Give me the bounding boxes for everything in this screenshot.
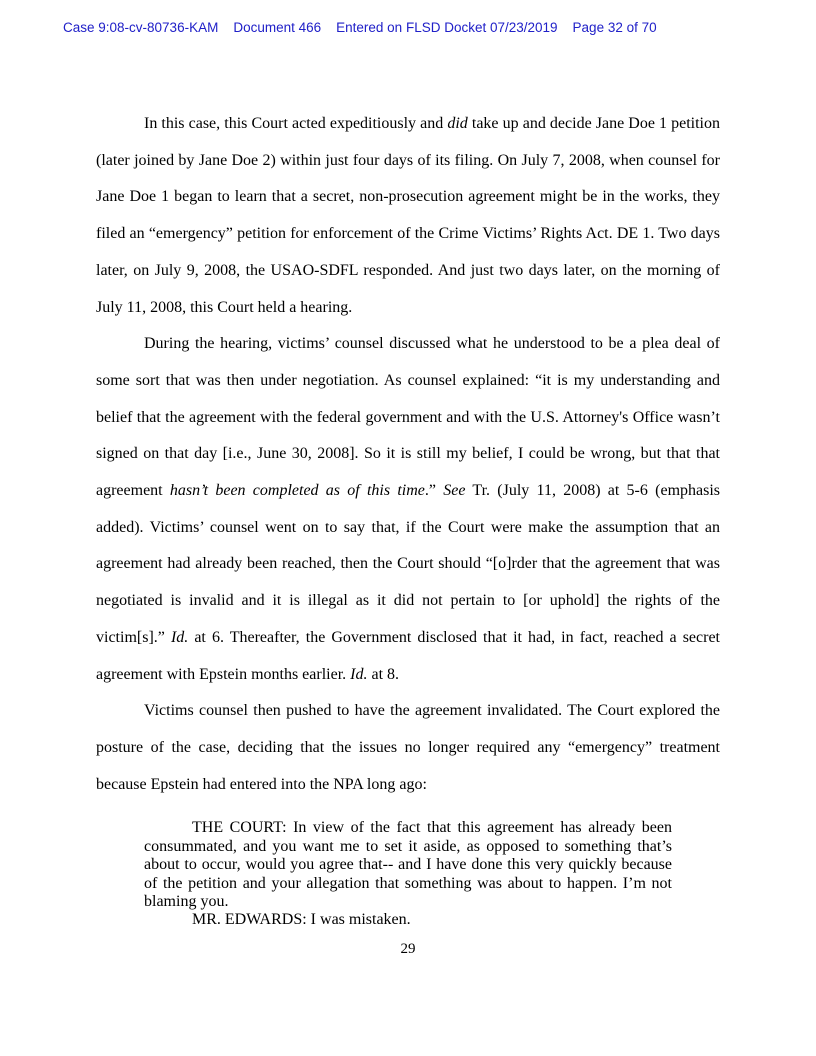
body-paragraph-2: During the hearing, victims’ counsel discussed what he understood to be a plea deal of some sort that was then under negotiation. As counsel explained: “it is my understanding and belief that the agreement with the federal government and with the U.S. Attorney's Office wasn’t signed on that day [i.e., June 30, 2008]. So it is still my belief, I could be wrong, but that that agreement hasn’t been completed as of this time.” See Tr. (July 11, 2008) at 5-6 (emphasis added). Victims’ counsel went on to say that, if the Court were make the assumption that an agreement had already been reached, then the Court should “[o]rder that the agreement that was negotiated is invalid and it is illegal as it did not pertain to [or uphold] the rights of the victim[s].” Id. at 6. Thereafter, the Government disclosed that it had, in fact, reached a secret agreement with Epstein months earlier. Id. at 8. — [96, 335, 721, 683]
blockquote-mr-edwards: MR. EDWARDS: I was mistaken. — [192, 911, 411, 929]
blockquote-the-court: THE COURT: In view of the fact that this agreement has already been consummated, and you want me to set it aside, as opposed to something that’s about to occur, would you agree that-- and I have done this very quickly because of the petition and your allegation that something was about to happen. I’m not blaming you. — [144, 819, 672, 910]
docket-stamp — [63, 20, 657, 35]
transcript-blockquote — [144, 819, 672, 929]
docket-document-number: Document 466 — [233, 20, 322, 35]
body-paragraph-3: Victims counsel then pushed to have the agreement invalidated. The Court explored the posture of the case, deciding that the issues no longer required any “emergency” treatment because Epstein had entered into the NPA long ago: — [96, 702, 720, 793]
docket-entered-date: Entered on FLSD Docket 07/23/2019 — [336, 20, 558, 35]
page-number: 29 — [400, 941, 416, 957]
docket-case-number: Case 9:08-cv-80736-KAM — [63, 20, 219, 35]
body-paragraph-1: In this case, this Court acted expeditiously and did take up and decide Jane Doe 1 petition (later joined by Jane Doe 2) within just four days of its filing. On July 7, 2008, when counsel for Jane Doe 1 began to learn that a secret, non-prosecution agreement might be in the works, they filed an “emergency” petition for enforcement of the Crime Victims’ Rights Act. DE 1. Two days later, on July 9, 2008, the USAO-SDFL responded. And just two days later, on the morning of July 11, 2008, this Court held a hearing. — [96, 115, 720, 316]
document-body — [96, 106, 720, 930]
docket-page-count: Page 32 of 70 — [572, 20, 657, 35]
